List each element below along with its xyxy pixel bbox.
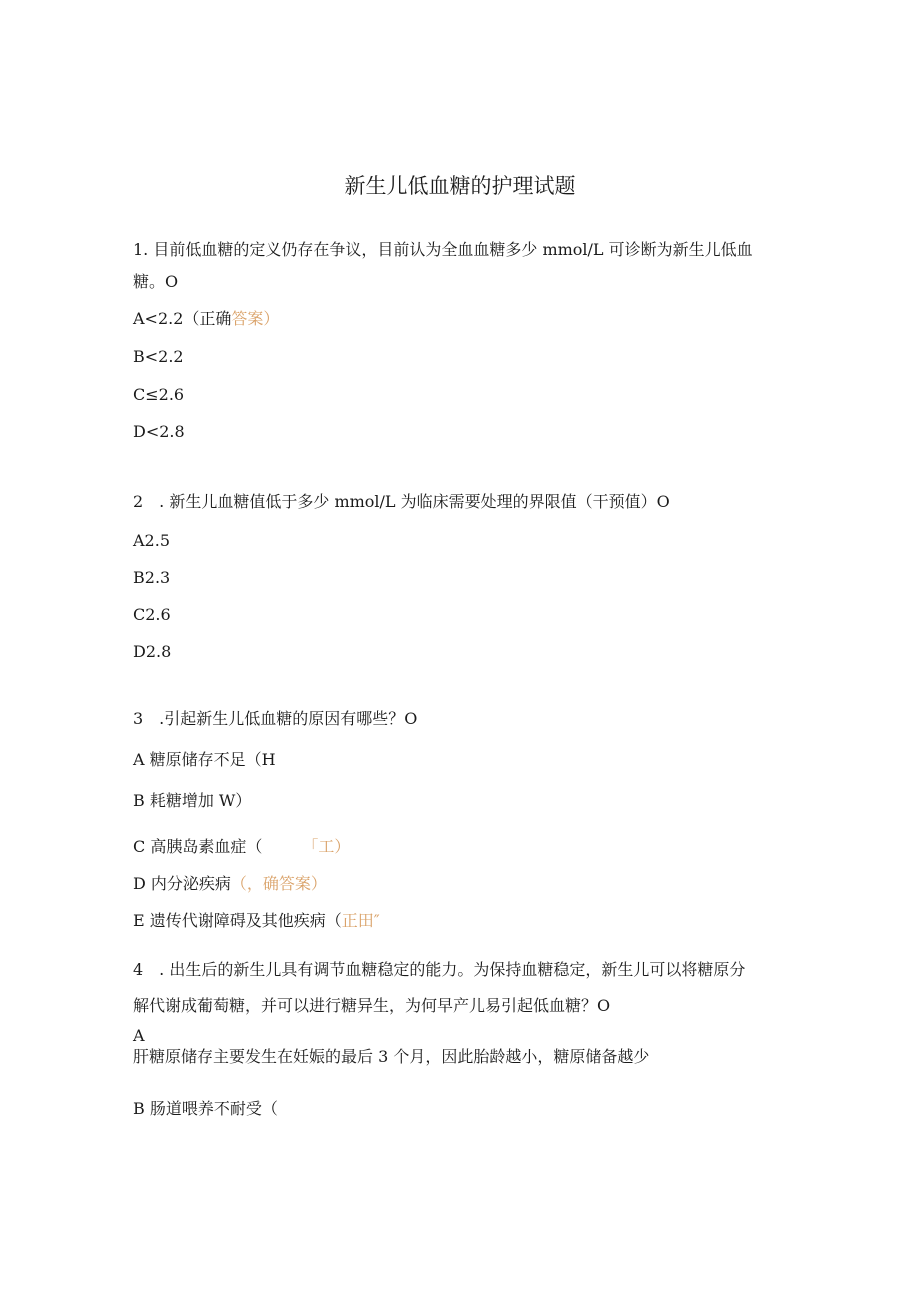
question-2-stem: 2 . 新生儿血糖值低于多少 mmol/L 为临床需要处理的界限值（干预值）O: [133, 492, 670, 511]
option-text: C 高胰岛素血症（: [133, 837, 311, 856]
question-1-option-a: [133, 309, 279, 329]
question-1-stem-line-1: 1. 目前低血糖的定义仍存在争议，目前认为全血血糖多少 mmol/L 可诊断为新生儿低血: [133, 240, 753, 259]
answer-mark: （，确答案）: [230, 874, 327, 893]
question-4-option-a-label: A: [133, 1026, 145, 1045]
question-1-option-c: C≤2.6: [133, 385, 185, 404]
question-4-stem-line-2: 解代谢成葡萄糖，并可以进行糖异生，为何早产儿易引起低血糖？O: [133, 996, 611, 1015]
option-text: A<2.2（正确: [133, 309, 232, 328]
question-4-option-a-text: 肝糖原储存主要发生在妊娠的最后 3 个月，因此胎龄越小，糖原储备越少: [133, 1047, 650, 1066]
answer-mark: 「工）: [310, 837, 351, 856]
option-text: D 内分泌疾病: [133, 874, 231, 893]
answer-mark: 答案）: [231, 309, 280, 328]
question-4-stem-line-1: 4 . 出生后的新生儿具有调节血糖稳定的能力。为保持血糖稳定，新生儿可以将糖原分: [133, 960, 746, 979]
answer-mark: 正田″: [341, 911, 380, 930]
question-1-stem-line-2: 糖。O: [133, 272, 179, 291]
question-2-option-c: C2.6: [133, 605, 171, 624]
option-text: E 遗传代谢障碍及其他疾病（: [133, 911, 342, 930]
question-3-stem: 3 .引起新生儿低血糖的原因有哪些？O: [133, 709, 418, 728]
question-3-option-d: [133, 874, 327, 894]
question-3-option-a: A 糖原储存不足（H: [133, 750, 276, 769]
question-1-option-d: D<2.8: [133, 422, 185, 441]
question-4-option-b: B 肠道喂养不耐受（: [133, 1099, 278, 1118]
question-2-option-d: D2.8: [133, 642, 172, 661]
question-2-option-a: A2.5: [133, 531, 170, 550]
question-3-option-e: [133, 911, 380, 931]
question-1-option-b: B<2.2: [133, 347, 184, 366]
page-title: 新生儿低血糖的护理试题: [344, 174, 576, 198]
question-3-option-c: [133, 837, 350, 857]
question-2-option-b: B2.3: [133, 568, 171, 587]
question-3-option-b: B 耗糖增加 W）: [133, 791, 252, 810]
